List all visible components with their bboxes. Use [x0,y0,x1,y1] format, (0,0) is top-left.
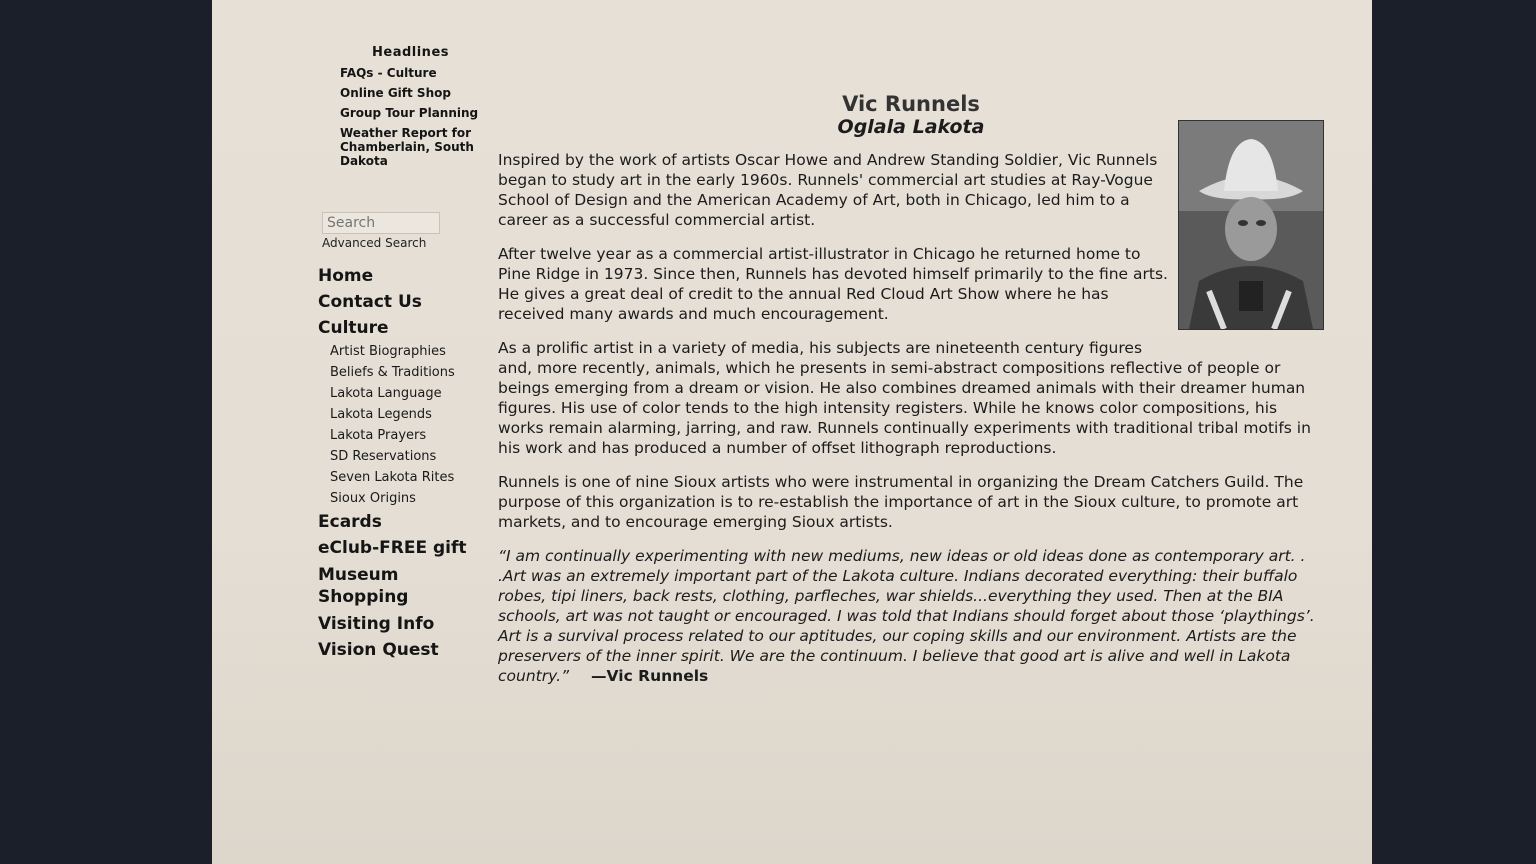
bio-paragraph-1: Inspired by the work of artists Oscar Howe and Andrew Standing Soldier, Vic Runnels began to study art in the early 1960s. Runnels' commercial art studies at Ray-Vogue School of Design and the American Academy of Art, both in Chicago, led him to a career as a successful commercial artist. [498,151,1158,229]
sidebar [302,46,492,666]
portrait-image [1179,121,1323,329]
nav-beliefs-traditions[interactable]: Beliefs & Traditions [330,365,455,380]
nav-museum-shopping[interactable]: Museum Shopping [318,565,409,607]
page-subtitle: Oglala Lakota [837,116,985,138]
nav-visiting-info[interactable]: Visiting Info [318,614,435,634]
nav-sioux-origins[interactable]: Sioux Origins [330,491,416,506]
article [498,92,1324,700]
top-links [302,46,492,168]
search-input[interactable] [322,212,440,234]
nav-home[interactable]: Home [318,266,374,286]
bio-paragraph-4: Runnels is one of nine Sioux artists who were instrumental in organizing the Dream Catchers Guild. The purpose of this organization is to re-establish the importance of art in the Sioux culture, to promote art markets, and to encourage emerging Sioux artists. [498,473,1304,531]
nav-eclub[interactable]: eClub-FREE gift [318,538,467,558]
artist-photo [1178,120,1324,330]
nav-sd-reservations[interactable]: SD Reservations [330,449,437,464]
nav-vision-quest[interactable]: Vision Quest [318,640,439,660]
quote-text: “I am continually experimenting with new mediums, new ideas or old ideas done as contemporary art. . .Art was an extremely important part of the Lakota culture. Indians decorated everything: their buffalo robes, tipi liners, back rests, clothing, parfleches, war shields...everything they used. Then at the BIA schools, art was not taught or encouraged. I was told that Indians should forget about those ‘playthings’. Art is a survival process related to our aptitudes, our coping skills and our environment. Artists are the preservers of the inner spirit. We are the continuum. I believe that good art is alive and well in Lakota country.” [498,547,1315,685]
nav-culture[interactable]: Culture [318,318,389,338]
group-tour-planning-link[interactable]: Group Tour Planning [340,106,479,120]
nav-artist-biographies[interactable]: Artist Biographies [330,344,446,359]
quote-author: —Vic Runnels [591,667,709,685]
nav-ecards[interactable]: Ecards [318,512,382,532]
nav-lakota-language[interactable]: Lakota Language [330,386,442,401]
nav-contact-us[interactable]: Contact Us [318,292,422,312]
bio-paragraph-2: After twelve year as a commercial artist-illustrator in Chicago he returned home to Pine Ridge in 1973. Since then, Runnels has devoted himself primarily to the fine arts. He gives a great deal of credit to the annual Red Cloud Art Show where he has received many awards and much encouragement. [498,245,1168,323]
online-gift-shop-link[interactable]: Online Gift Shop [340,86,451,100]
page-title: Vic Runnels [842,92,980,116]
page [212,0,1372,864]
weather-report-link[interactable]: Weather Report for Chamberlain, South Dakota [340,126,474,168]
culture-submenu [318,344,492,506]
bio-paragraph-3: As a prolific artist in a variety of media, his subjects are nineteenth century figures and, more recently, animals, which he presents in semi-abstract compositions reflective of people or beings emerging from a dream or vision. He also combines dreamed animals with their dreamer human figures. His use of color tends to the high intensity registers. While he knows color compositions, his works remain alarming, jarring, and raw. Runnels continually experiments with traditional tribal motifs in his work and has produced a number of offset lithograph reproductions. [498,339,1311,457]
faqs-culture-link[interactable]: FAQs - Culture [340,66,437,80]
advanced-search-link[interactable]: Advanced Search [322,236,427,250]
nav-lakota-prayers[interactable]: Lakota Prayers [330,428,427,443]
nav-seven-lakota-rites[interactable]: Seven Lakota Rites [330,470,455,485]
main-nav [318,266,492,660]
headlines-link[interactable]: Headlines [372,45,449,60]
artist-quote [498,546,1324,686]
nav-lakota-legends[interactable]: Lakota Legends [330,407,432,422]
